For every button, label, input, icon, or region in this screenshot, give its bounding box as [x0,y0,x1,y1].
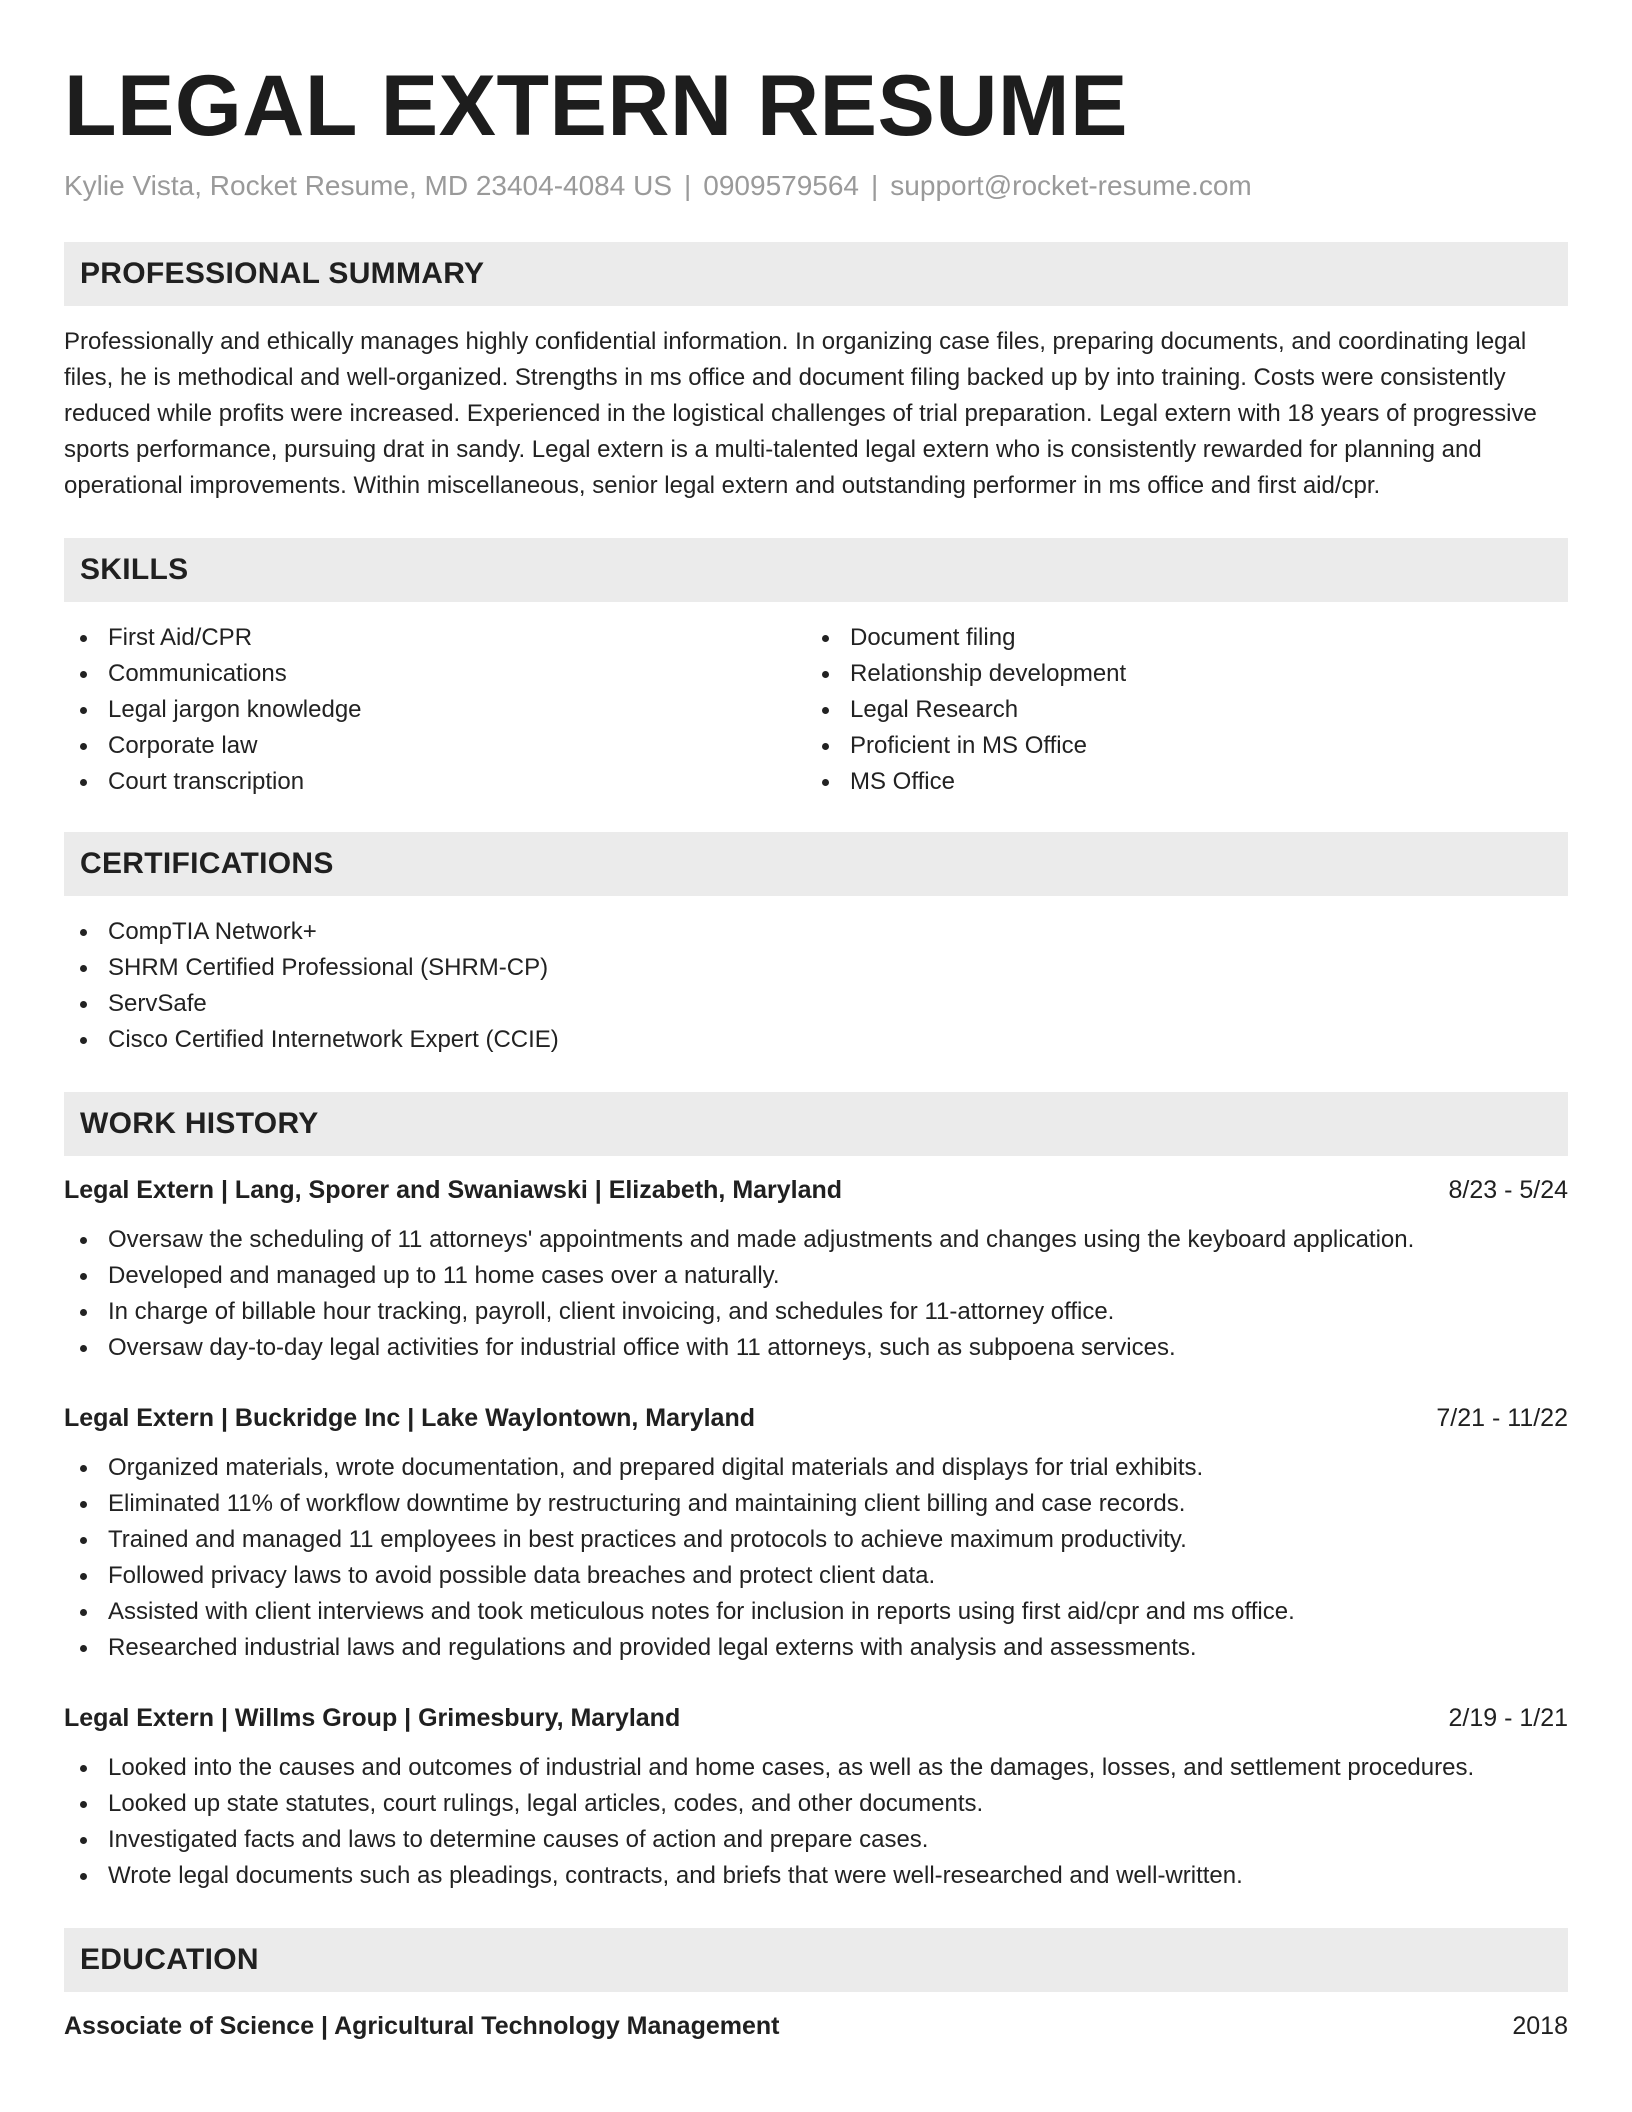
job-bullet: Followed privacy laws to avoid possible data breaches and protect client data. [64,1558,1568,1594]
job-header [64,1172,1568,1208]
skills-section [64,538,1568,800]
job-bullet: Investigated facts and laws to determine causes of action and prepare cases. [64,1822,1568,1858]
job-bullet: In charge of billable hour tracking, payroll, client invoicing, and schedules for 11-attorney office. [64,1294,1568,1330]
job-dates: 8/23 - 5/24 [1448,1176,1568,1204]
skills-list-left [64,620,806,800]
summary-text: Professionally and ethically manages highly confidential information. In organizing case files, preparing documents, and coordinating legal files, he is methodical and well-organized. Strengths in ms office and document filing backed up by into training. Costs were consistently reduced while profits were increased. Experienced in the logistical challenges of trial preparation. Legal extern with 18 years of progressive sports performance, pursuing drat in sandy. Legal extern is a multi-talented legal extern who is consistently rewarded for planning and operational improvements. Within miscellaneous, senior legal extern and outstanding performer in ms office and first aid/cpr. [64,328,1537,499]
job-title: Legal Extern | Lang, Sporer and Swaniawski | Elizabeth, Maryland [64,1176,843,1204]
job-dates: 2/19 - 1/21 [1448,1704,1568,1732]
section-header-summary: PROFESSIONAL SUMMARY [64,242,1568,306]
contact-address: Kylie Vista, Rocket Resume, MD 23404-4084 US [64,170,672,201]
job-dates: 7/21 - 11/22 [1436,1404,1568,1432]
job-entry [64,1700,1568,1894]
skill-item: Communications [64,656,806,692]
section-header-certifications: CERTIFICATIONS [64,832,1568,896]
job-entry [64,1172,1568,1366]
skills-grid [64,620,1568,800]
contact-separator: | [871,170,879,201]
job-bullet: Organized materials, wrote documentation, and prepared digital materials and displays for trial exhibits. [64,1450,1568,1486]
contact-phone: 0909579564 [703,170,860,201]
job-bullet: Assisted with client interviews and took meticulous notes for inclusion in reports using first aid/cpr and ms office. [64,1594,1568,1630]
job-header [64,1700,1568,1736]
job-title: Legal Extern | Willms Group | Grimesbury, Maryland [64,1704,681,1732]
section-header-education: EDUCATION [64,1928,1568,1992]
contact-email: support@rocket-resume.com [890,170,1252,201]
education-entry [64,2008,1568,2044]
education-section [64,1928,1568,2044]
resume-page [64,56,1568,2044]
section-header-work-history: WORK HISTORY [64,1092,1568,1156]
work-history-section [64,1092,1568,1894]
job-bullets [64,1450,1568,1666]
job-entry [64,1400,1568,1666]
skill-item: Document filing [806,620,1548,656]
certification-item: CompTIA Network+ [64,914,1568,950]
job-bullet: Looked into the causes and outcomes of industrial and home cases, as well as the damages, losses, and settlement procedures. [64,1750,1568,1786]
job-bullet: Trained and managed 11 employees in best practices and protocols to achieve maximum productivity. [64,1522,1568,1558]
certification-item: Cisco Certified Internetwork Expert (CCIE) [64,1022,1568,1058]
job-bullet: Looked up state statutes, court rulings, legal articles, codes, and other documents. [64,1786,1568,1822]
job-bullet: Oversaw the scheduling of 11 attorneys' appointments and made adjustments and changes using the keyboard application. [64,1222,1568,1258]
skill-item: Corporate law [64,728,806,764]
skill-item: Legal Research [806,692,1548,728]
certification-item: ServSafe [64,986,1568,1022]
job-header [64,1400,1568,1436]
job-bullet: Developed and managed up to 11 home cases over a naturally. [64,1258,1568,1294]
education-degree: Associate of Science | Agricultural Technology Management [64,2012,780,2040]
certifications-list [64,914,1568,1058]
job-bullets [64,1222,1568,1366]
skills-list-right [806,620,1548,800]
resume-title: LEGAL EXTERN RESUME [64,58,1128,154]
certifications-section [64,832,1568,1058]
skill-item: Legal jargon knowledge [64,692,806,728]
job-bullet: Eliminated 11% of workflow downtime by restructuring and maintaining client billing and case records. [64,1486,1568,1522]
job-bullet: Researched industrial laws and regulations and provided legal externs with analysis and assessments. [64,1630,1568,1666]
section-header-skills: SKILLS [64,538,1568,602]
skill-item: Relationship development [806,656,1548,692]
job-bullet: Oversaw day-to-day legal activities for industrial office with 11 attorneys, such as subpoena services. [64,1330,1568,1366]
contact-separator: | [684,170,692,201]
certification-item: SHRM Certified Professional (SHRM-CP) [64,950,1568,986]
job-bullet: Wrote legal documents such as pleadings, contracts, and briefs that were well-researched and well-written. [64,1858,1568,1894]
skill-item: Court transcription [64,764,806,800]
skill-item: First Aid/CPR [64,620,806,656]
contact-line [64,166,1568,206]
summary-section [64,242,1568,504]
job-title: Legal Extern | Buckridge Inc | Lake Waylontown, Maryland [64,1404,755,1432]
education-year: 2018 [1512,2012,1568,2040]
skill-item: Proficient in MS Office [806,728,1548,764]
job-bullets [64,1750,1568,1894]
skill-item: MS Office [806,764,1548,800]
